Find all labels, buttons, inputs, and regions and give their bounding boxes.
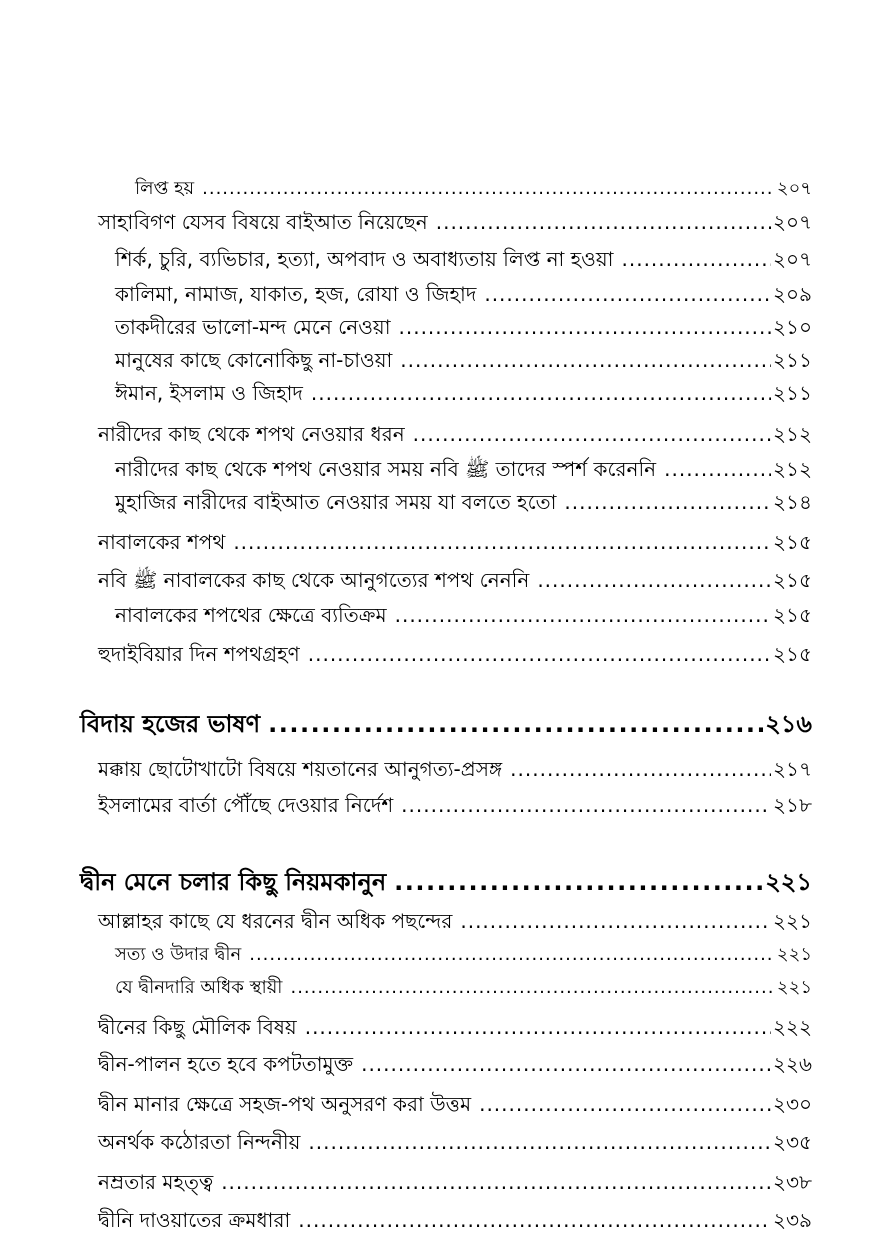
toc-entry-title: শির্ক, চুরি, ব্যভিচার, হত্যা, অপবাদ ও অবাধ্যতায় লিপ্ত না হওয়া	[115, 247, 614, 271]
toc-entry-title: যে দ্বীনদারি অধিক স্থায়ী	[115, 977, 283, 998]
toc-entry	[115, 313, 812, 346]
toc-entry-title: সাহাবিগণ যেসব বিষয়ে বাইআত নিয়েছেন	[98, 210, 428, 234]
toc-entry-title: নবি ﷺ নাবালকের কাছ থেকে আনুগত্যের শপথ নেননি	[98, 568, 530, 592]
toc-leader-dots	[664, 457, 771, 481]
toc-page-number: ২১৬	[765, 710, 812, 738]
toc-entry	[135, 174, 812, 205]
toc-entry-title: নাবালকের শপথের ক্ষেত্রে ব্যতিক্রম	[115, 603, 387, 627]
toc-entry	[98, 1050, 812, 1083]
toc-leader-dots	[305, 1015, 771, 1039]
toc-entry	[115, 601, 812, 634]
toc-entry-title: নারীদের কাছ থেকে শপথ নেওয়ার ধরন	[98, 422, 405, 446]
toc-entry-title: নম্রতার মহত্ত্ব	[98, 1170, 214, 1194]
toc-leader-dots	[221, 1170, 771, 1194]
toc-entry-title: দ্বীনের কিছু মৌলিক বিষয়	[98, 1015, 297, 1039]
toc-leader-dots	[311, 381, 771, 405]
toc-entry	[98, 566, 812, 599]
toc-entry-title: নারীদের কাছ থেকে শপথ নেওয়ার সময় নবি ﷺ তাদের স্পর্শ করেননি	[115, 457, 657, 481]
toc-page-number: ২১৫	[773, 568, 812, 592]
toc-page-number: ২১৭	[773, 757, 812, 781]
toc-page-number: ২৩০	[772, 1092, 812, 1116]
toc-entry-title: দ্বীন মানার ক্ষেত্রে সহজ-পথ অনুসরণ করা উত্তম	[98, 1092, 472, 1116]
toc-page-number: ২৩৯	[773, 1208, 812, 1232]
toc-leader-dots	[394, 868, 763, 896]
toc-entry	[115, 488, 812, 521]
toc-entry-title: ইসলামের বার্তা পৌঁছে দেওয়ার নির্দেশ	[98, 793, 394, 817]
toc-entry	[98, 791, 812, 824]
toc-page-number: ২২১	[773, 909, 812, 933]
toc-entry	[98, 1206, 812, 1239]
toc-leader-dots	[268, 710, 763, 738]
toc-page-number: ২০৭	[776, 178, 812, 199]
toc-entry-title: আল্লাহর কাছে যে ধরনের দ্বীন অধিক পছন্দের	[98, 909, 453, 933]
toc-leader-dots	[622, 247, 771, 271]
toc-leader-dots	[290, 977, 774, 998]
toc-entry	[115, 346, 812, 379]
toc-entry	[98, 640, 812, 673]
toc-entry	[98, 1013, 812, 1046]
toc-leader-dots	[401, 793, 771, 817]
toc-page-number: ২৩৫	[773, 1130, 812, 1154]
toc-leader-dots	[510, 757, 771, 781]
toc-page-number: ২১১	[773, 348, 812, 372]
toc-chapter-title: বিদায় হজের ভাষণ	[80, 710, 261, 738]
toc-entry-title: দ্বীন-পালন হতে হবে কপটতামুক্ত	[98, 1052, 354, 1076]
toc-entry	[115, 940, 812, 971]
toc-entry	[115, 455, 812, 488]
toc-entry	[98, 208, 812, 241]
toc-leader-dots	[308, 642, 771, 666]
toc-entry-title: লিপ্ত হয়	[135, 178, 195, 199]
toc-leader-dots	[484, 282, 771, 306]
toc-chapter	[80, 864, 812, 904]
toc-page-number: ২২২	[772, 1015, 812, 1039]
toc-leader-dots	[537, 568, 771, 592]
toc-leader-dots	[479, 1092, 771, 1116]
toc-page-number: ২১০	[773, 315, 812, 339]
toc-leader-dots	[436, 210, 771, 234]
toc-entry	[98, 907, 812, 940]
toc-entry-title: হুদাইবিয়ার দিন শপথগ্রহণ	[98, 642, 300, 666]
toc-entry	[115, 280, 812, 313]
toc-chapter-title: দ্বীন মেনে চলার কিছু নিয়মকানুন	[80, 868, 387, 896]
toc-leader-dots	[399, 315, 772, 339]
toc-entry	[115, 245, 812, 278]
toc-entry-title: তাকদীরের ভালো-মন্দ মেনে নেওয়া	[115, 315, 391, 339]
toc-page-number: ২২৬	[772, 1052, 812, 1076]
toc-page-number: ২২১	[776, 944, 812, 965]
toc-leader-dots	[233, 530, 771, 554]
toc-leader-dots	[202, 178, 775, 199]
toc-entry-title: নাবালকের শপথ	[98, 530, 226, 554]
toc-entry-title: মক্কায় ছোটোখাটো বিষয়ে শয়তানের আনুগত্য-প্রসঙ্গ	[98, 757, 503, 781]
toc-leader-dots	[361, 1052, 771, 1076]
toc-entry-title: ঈমান, ইসলাম ও জিহাদ	[115, 381, 303, 405]
toc-entry-title: দ্বীনি দাওয়াতের ক্রমধারা	[98, 1208, 291, 1232]
toc-page-number: ২০৭	[772, 247, 812, 271]
toc-page-number: ২০৯	[773, 282, 812, 306]
toc-entry	[98, 420, 812, 453]
toc-entry-title: অনর্থক কঠোরতা নিন্দনীয়	[98, 1130, 301, 1154]
toc-page-number: ২১৮	[773, 793, 812, 817]
toc-leader-dots	[460, 909, 771, 933]
toc-page-number: ২১১	[773, 381, 812, 405]
toc-page-number: ২১২	[773, 457, 812, 481]
toc-leader-dots	[308, 1130, 771, 1154]
toc-page-number: ২১৪	[773, 490, 812, 514]
toc-entry-title: মুহাজির নারীদের বাইআত নেওয়ার সময় যা বলতে হতো	[115, 490, 557, 514]
toc-entry	[98, 1090, 812, 1123]
toc-page-number: ২১৫	[773, 530, 812, 554]
toc-entry	[98, 755, 812, 788]
toc-leader-dots	[298, 1208, 771, 1232]
toc-page-number: ২০৭	[772, 210, 812, 234]
toc-page-number: ২১৫	[773, 603, 812, 627]
toc-page-number: ২২১	[765, 868, 812, 896]
toc-entry	[98, 528, 812, 561]
toc-entry-title: মানুষের কাছে কোনোকিছু না-চাওয়া	[115, 348, 393, 372]
toc-leader-dots	[395, 603, 771, 627]
toc-chapter	[80, 706, 812, 746]
toc-leader-dots	[400, 348, 771, 372]
toc-leader-dots	[249, 944, 775, 965]
toc-leader-dots	[564, 490, 771, 514]
toc-page-number: ২৩৮	[773, 1170, 812, 1194]
toc-page-number: ২১৫	[773, 642, 812, 666]
toc-entry-title: সত্য ও উদার দ্বীন	[115, 944, 242, 965]
toc-leader-dots	[413, 422, 771, 446]
toc-page-number: ২২১	[776, 977, 812, 998]
toc-page-number: ২১২	[773, 422, 812, 446]
toc-entry	[115, 973, 812, 1004]
toc-entry-title: কালিমা, নামাজ, যাকাত, হজ, রোযা ও জিহাদ	[115, 282, 477, 306]
toc-entry	[98, 1128, 812, 1161]
toc-entry	[98, 1168, 812, 1201]
toc-entry	[115, 379, 812, 412]
